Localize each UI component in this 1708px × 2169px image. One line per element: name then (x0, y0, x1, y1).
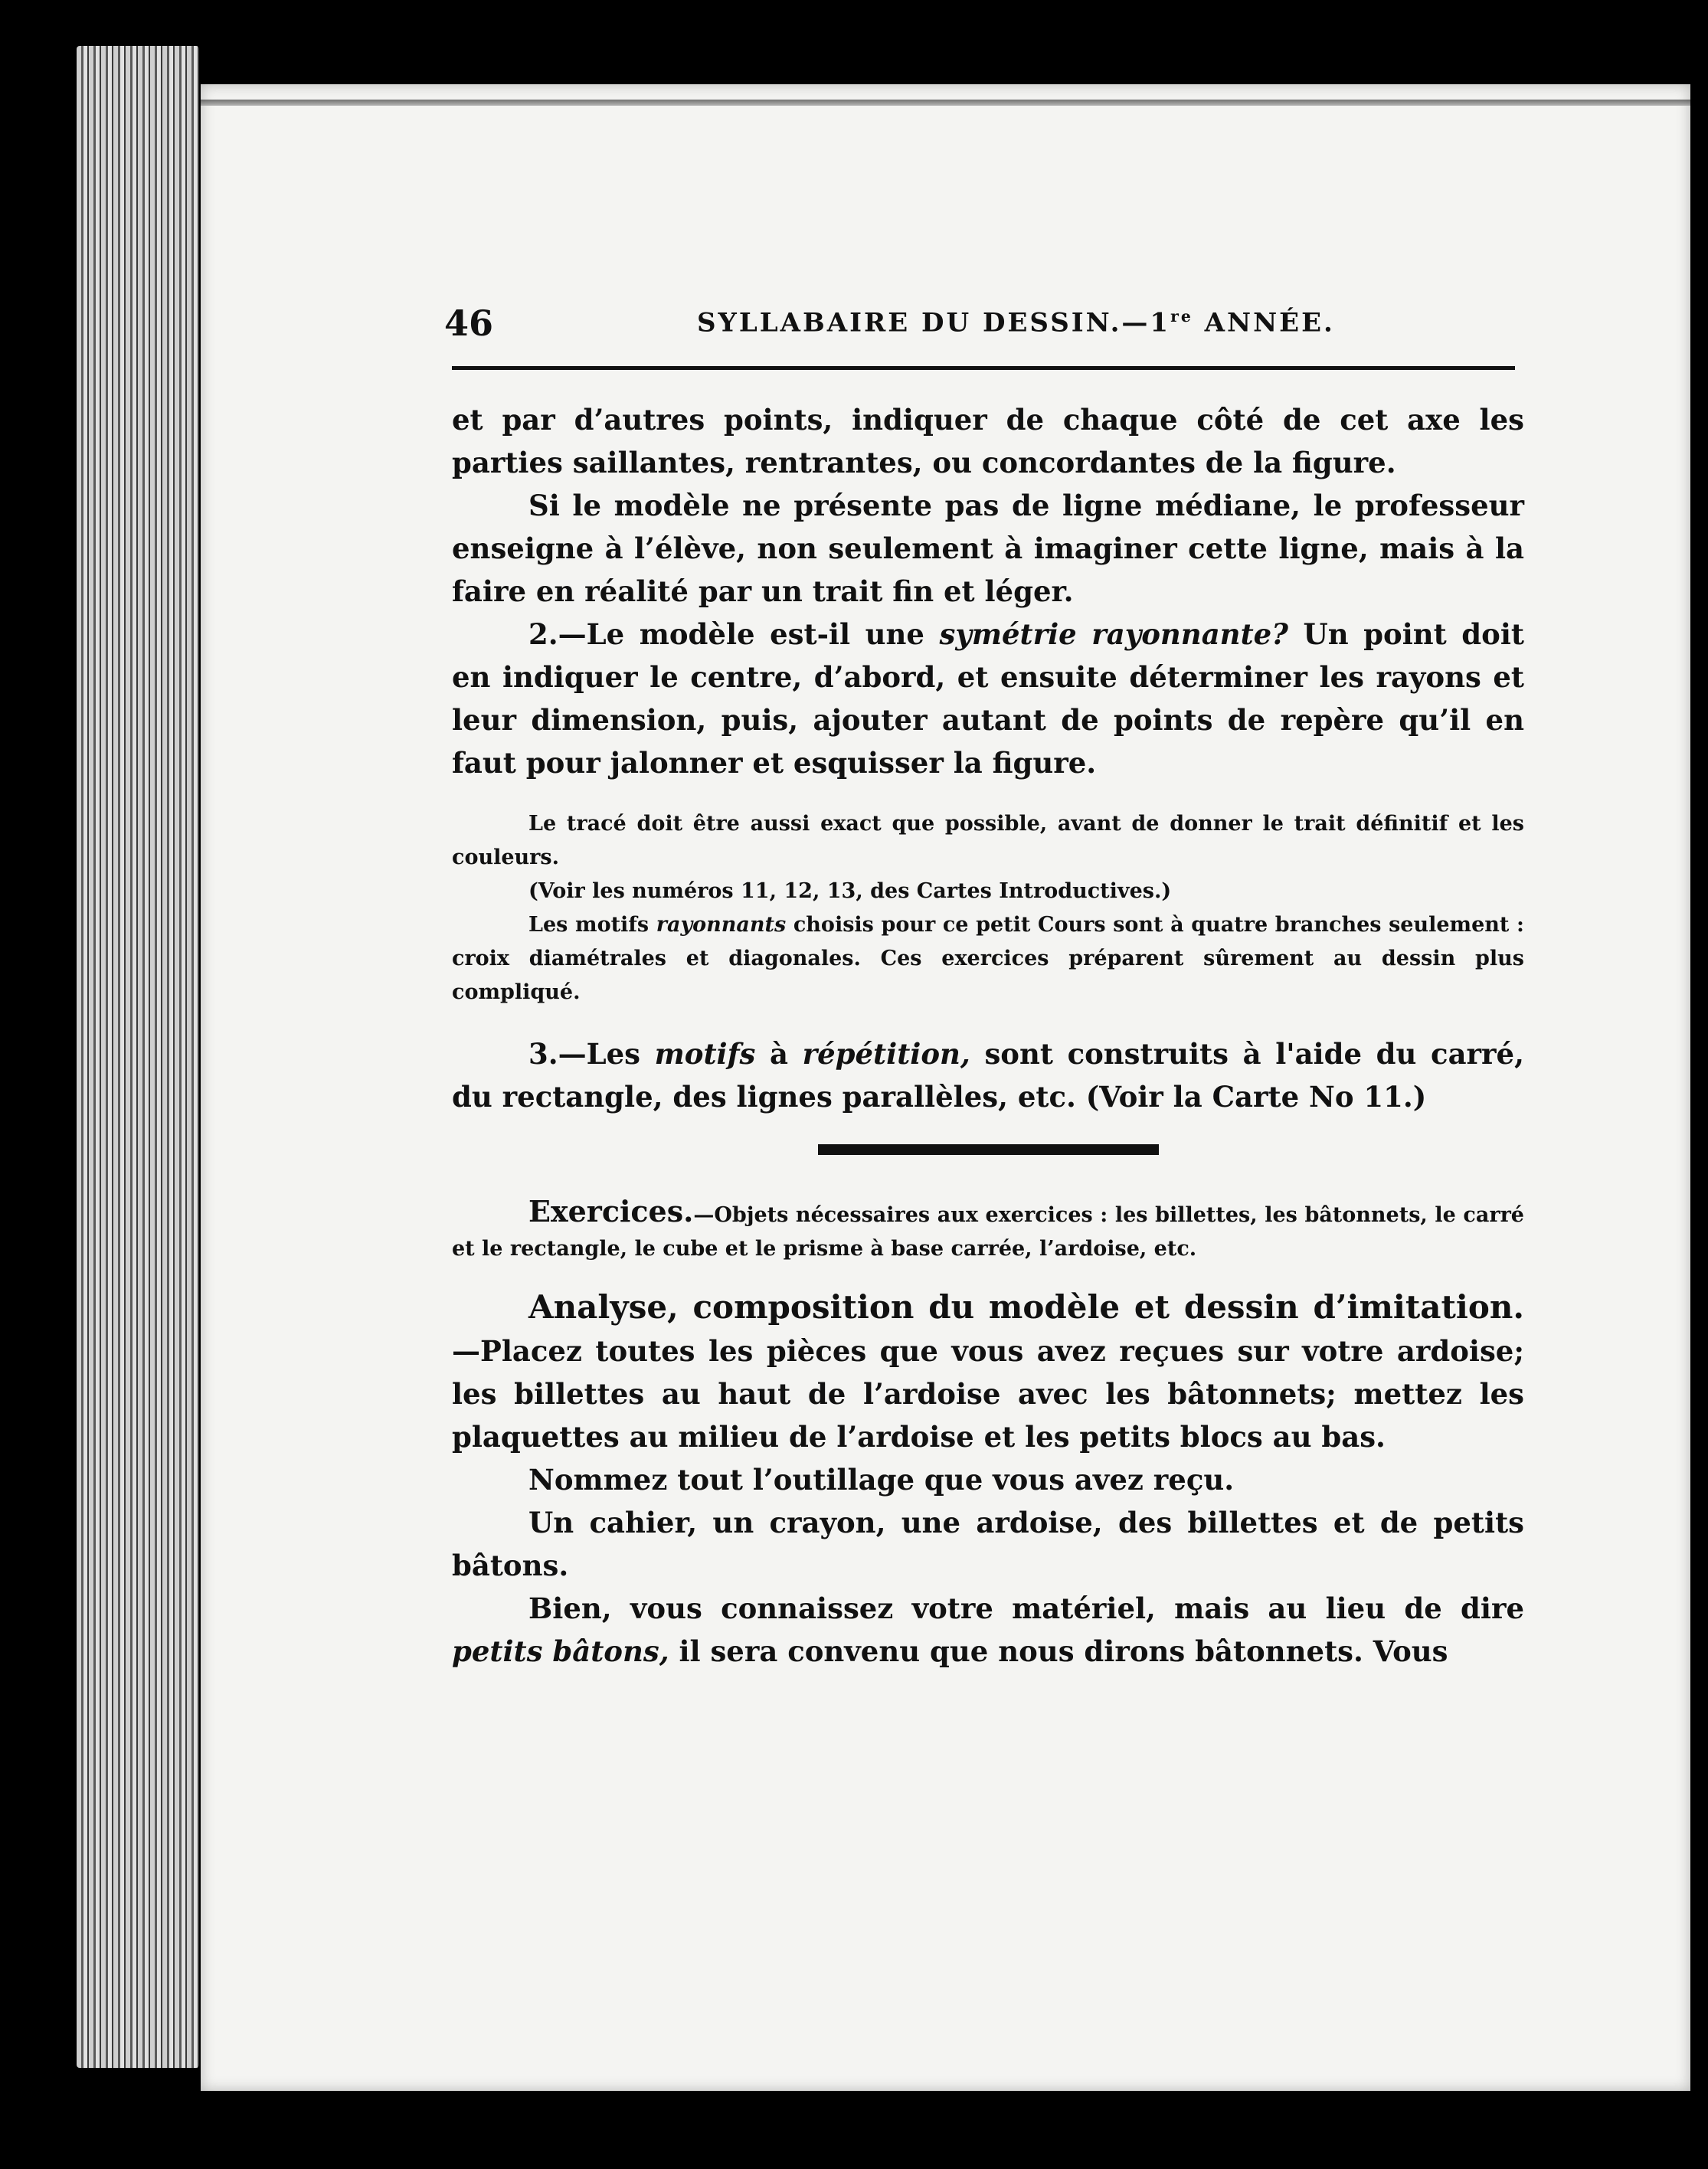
paragraph-4-emphasis-2: répétition, (802, 1037, 970, 1071)
section-divider (818, 1144, 1159, 1155)
analyse-title: Analyse, composition du modèle et dessin d’imitation. (528, 1288, 1524, 1326)
paragraph-4-end: sont construits à l'aide du carré, du rectangle, des lignes parallèles, etc. (Voir la Carte No 11.) (452, 1037, 1524, 1114)
paragraph-7 (452, 1587, 1524, 1673)
analyse-paragraph (452, 1286, 1524, 1458)
running-head-sup: re (1170, 307, 1193, 326)
paragraph-4-start: 3.—Les (528, 1037, 655, 1071)
note-3-emphasis: rayonnants (656, 913, 787, 937)
exercices-text: —Objets nécessaires aux exercices : les billettes, les bâtonnets, le carré et le rectangle, le cube et le prisme à base carrée, l’ardoise, etc. (452, 1203, 1524, 1261)
paragraph-3-emphasis: symétrie rayonnante? (939, 617, 1288, 651)
note-block (452, 807, 1524, 1009)
page-top-edge (201, 100, 1690, 106)
paragraph-7-emphasis: petits bâtons, (452, 1634, 669, 1668)
paragraph-7-end: il sera convenu que nous dirons bâtonnets. Vous (669, 1634, 1448, 1668)
paragraph-4-mid: à (755, 1037, 803, 1071)
note-1: Le tracé doit être aussi exact que possible, avant de donner le trait définitif et les couleurs. (452, 812, 1524, 869)
page-number: 46 (444, 303, 494, 344)
body-text (452, 398, 1524, 1673)
running-head-text: SYLLABAIRE DU DESSIN.—1 (697, 307, 1171, 339)
analyse-text: —Placez toutes les pièces que vous avez reçues sur votre ardoise; les billettes au haut de l’ardoise avec les bâtonnets; mettez les plaquettes au milieu de l’ardoise et les petits blocs au bas. (452, 1334, 1524, 1454)
running-head-end: ANNÉE. (1193, 307, 1335, 339)
exercices-title: Exercices. (528, 1194, 694, 1228)
page-header (444, 303, 1708, 348)
note-3 (452, 908, 1524, 1009)
paragraph-6: Un cahier, un crayon, une ardoise, des billettes et de petits bâtons. (452, 1506, 1524, 1582)
paragraph-3-end: Un point doit en indiquer le centre, d’abord, et ensuite déterminer les rayons et leur dimension, puis, ajouter autant de points de repère qu’il en faut pour jalonner et esquisser la figure. (452, 617, 1524, 780)
paragraph-3 (452, 613, 1524, 784)
paragraph-5: Nommez tout l’outillage que vous avez reçu. (528, 1463, 1235, 1497)
paragraph-4-emphasis-1: motifs (654, 1037, 756, 1071)
paragraph-4 (452, 1032, 1524, 1118)
header-rule (452, 366, 1515, 370)
running-head (697, 307, 1335, 338)
paragraph-3-start: 2.—Le modèle est-il une (528, 617, 940, 651)
page-edges (77, 46, 199, 2068)
note-3-end: choisis pour ce petit Cours sont à quatre branches seulement : croix diamétrales et diagonales. Ces exercices préparent sûrement au dessin plus compliqué. (452, 913, 1524, 1004)
note-2: (Voir les numéros 11, 12, 13, des Cartes Introductives.) (528, 879, 1172, 903)
paragraph-2: Si le modèle ne présente pas de ligne médiane, le professeur enseigne à l’élève, non seulement à imaginer cette ligne, mais à la faire en réalité par un trait fin et léger. (452, 489, 1524, 608)
note-3-start: Les motifs (528, 913, 656, 937)
paragraph-7-start: Bien, vous connaissez votre matériel, mais au lieu de dire (528, 1592, 1524, 1625)
exercices-paragraph (452, 1195, 1524, 1266)
paragraph-1: et par d’autres points, indiquer de chaque côté de cet axe les parties saillantes, rentrantes, ou concordantes de la figure. (452, 403, 1524, 479)
